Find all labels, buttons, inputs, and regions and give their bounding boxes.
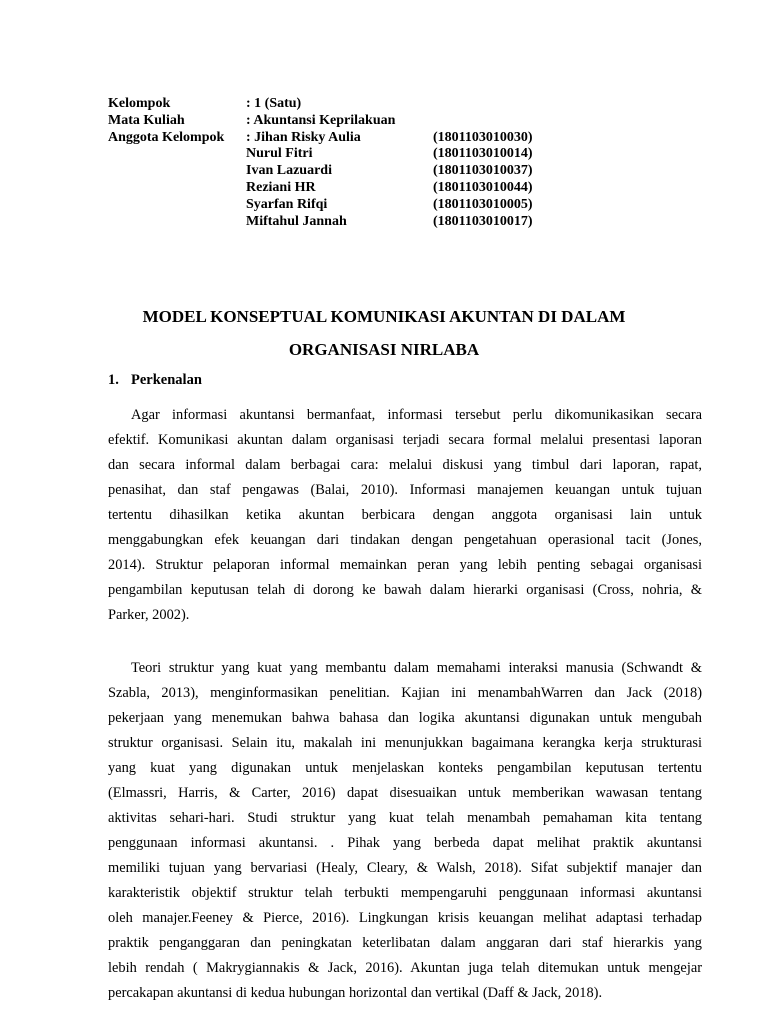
member-nim: (1801103010014) xyxy=(433,146,533,162)
text-line: karakteristik objektif struktur telah terbukti mempengaruhi penggunaan informasi akuntansi xyxy=(108,885,702,901)
member-nim: (1801103010037) xyxy=(433,163,533,179)
text-line: lebih rendah ( Makrygiannakis & Jack, 2016). Akuntan juga telah ditemukan untuk mengejar xyxy=(108,960,702,976)
text-line: memiliki tujuan yang bervariasi (Healy, Cleary, & Walsh, 2018). Sifat subjektif manajer dan xyxy=(108,860,702,876)
text-line: 2014). Struktur pelaporan informal memainkan peran yang lebih penting sebagai organisasi xyxy=(108,557,702,573)
text-line: menggabungkan efek keuangan dari tindakan dengan pengetahuan operasional tacit (Jones, xyxy=(108,532,702,548)
text-line: pengambilan keputusan telah di dorong ke bawah dalam hierarki organisasi (Cross, nohria, & xyxy=(108,582,702,598)
title-line: MODEL KONSEPTUAL KOMUNIKASI AKUNTAN DI DALAM xyxy=(142,307,626,326)
member-name: : Jihan Risky Aulia xyxy=(246,129,361,145)
text-line: Teori struktur yang kuat yang membantu dalam memahami interaksi manusia (Schwandt & xyxy=(131,660,702,676)
text-line: percakapan akuntansi di kedua hubungan horizontal dan vertikal (Daff & Jack, 2018). xyxy=(108,985,603,1001)
text-line: aktivitas sehari-hari. Studi struktur yang kuat telah menambah pemahaman kita tentang xyxy=(108,810,702,826)
info-value: : Akuntansi Keprilakuan xyxy=(246,112,396,128)
text-line: oleh manajer.Feeney & Pierce, 2016). Lingkungan krisis keuangan melihat adaptasi terhadap xyxy=(108,910,702,926)
text-line: dan secara informal dalam berbagai cara: melalui diskusi yang timbul dari laporan, rapat, xyxy=(108,457,702,473)
section-title: Perkenalan xyxy=(131,372,202,388)
member-nim: (1801103010017) xyxy=(433,213,533,229)
text-line: struktur organisasi. Selain itu, makalah ini menunjukkan bagaimana kerangka kerja strukturasi xyxy=(108,735,702,751)
text-line: Szabla, 2013), menginformasikan penelitian. Kajian ini menambahWarren dan Jack (2018) xyxy=(108,685,702,701)
paragraph xyxy=(108,656,702,1006)
text-line: yang kuat yang digunakan untuk menjelaskan konteks pengambilan keputusan tertentu xyxy=(108,760,702,776)
member-nim: (1801103010044) xyxy=(433,179,533,195)
section-heading xyxy=(108,369,202,391)
member-name: Miftahul Jannah xyxy=(246,213,347,229)
section-number: 1. xyxy=(108,372,119,388)
text-line: Parker, 2002). xyxy=(108,607,190,623)
text-line: efektif. Komunikasi akuntan dalam organisasi terjadi secara formal melalui presentasi laporan xyxy=(108,432,702,448)
info-label: Anggota Kelompok xyxy=(108,129,225,145)
info-label: Mata Kuliah xyxy=(108,112,185,128)
text-line: tertentu dihasilkan ketika akuntan berbicara dengan anggota organisasi lain untuk xyxy=(108,507,702,523)
text-line: (Elmassri, Harris, & Carter, 2016) dapat disesuaikan untuk memberikan wawasan tentang xyxy=(108,785,702,801)
text-line: penasihat, dan staf pengawas (Balai, 2010). Informasi manajemen keuangan untuk tujuan xyxy=(108,482,702,498)
paragraph xyxy=(108,403,702,628)
text-line: praktik penganggaran dan peningkatan keterlibatan dalam anggaran dari staf hierarkis yang xyxy=(108,935,702,951)
info-label: Kelompok xyxy=(108,96,171,111)
member-name: Reziani HR xyxy=(246,179,316,195)
text-line: Agar informasi akuntansi bermanfaat, informasi tersebut perlu dikomunikasikan secara xyxy=(131,407,702,423)
member-name: Nurul Fitri xyxy=(246,146,313,162)
document-title xyxy=(0,300,768,366)
member-name: Ivan Lazuardi xyxy=(246,163,332,179)
member-name: Syarfan Rifqi xyxy=(246,196,328,212)
info-value: : 1 (Satu) xyxy=(246,96,302,111)
title-line: ORGANISASI NIRLABA xyxy=(288,340,480,359)
text-line: penggunaan informasi akuntansi. . Pihak yang berbeda dapat melihat praktik akuntansi xyxy=(108,835,702,851)
member-nim: (1801103010005) xyxy=(433,196,533,212)
member-nim: (1801103010030) xyxy=(433,129,533,145)
text-line: pekerjaan yang menemukan bahwa bahasa dan logika akuntansi digunakan untuk mengubah xyxy=(108,710,702,726)
